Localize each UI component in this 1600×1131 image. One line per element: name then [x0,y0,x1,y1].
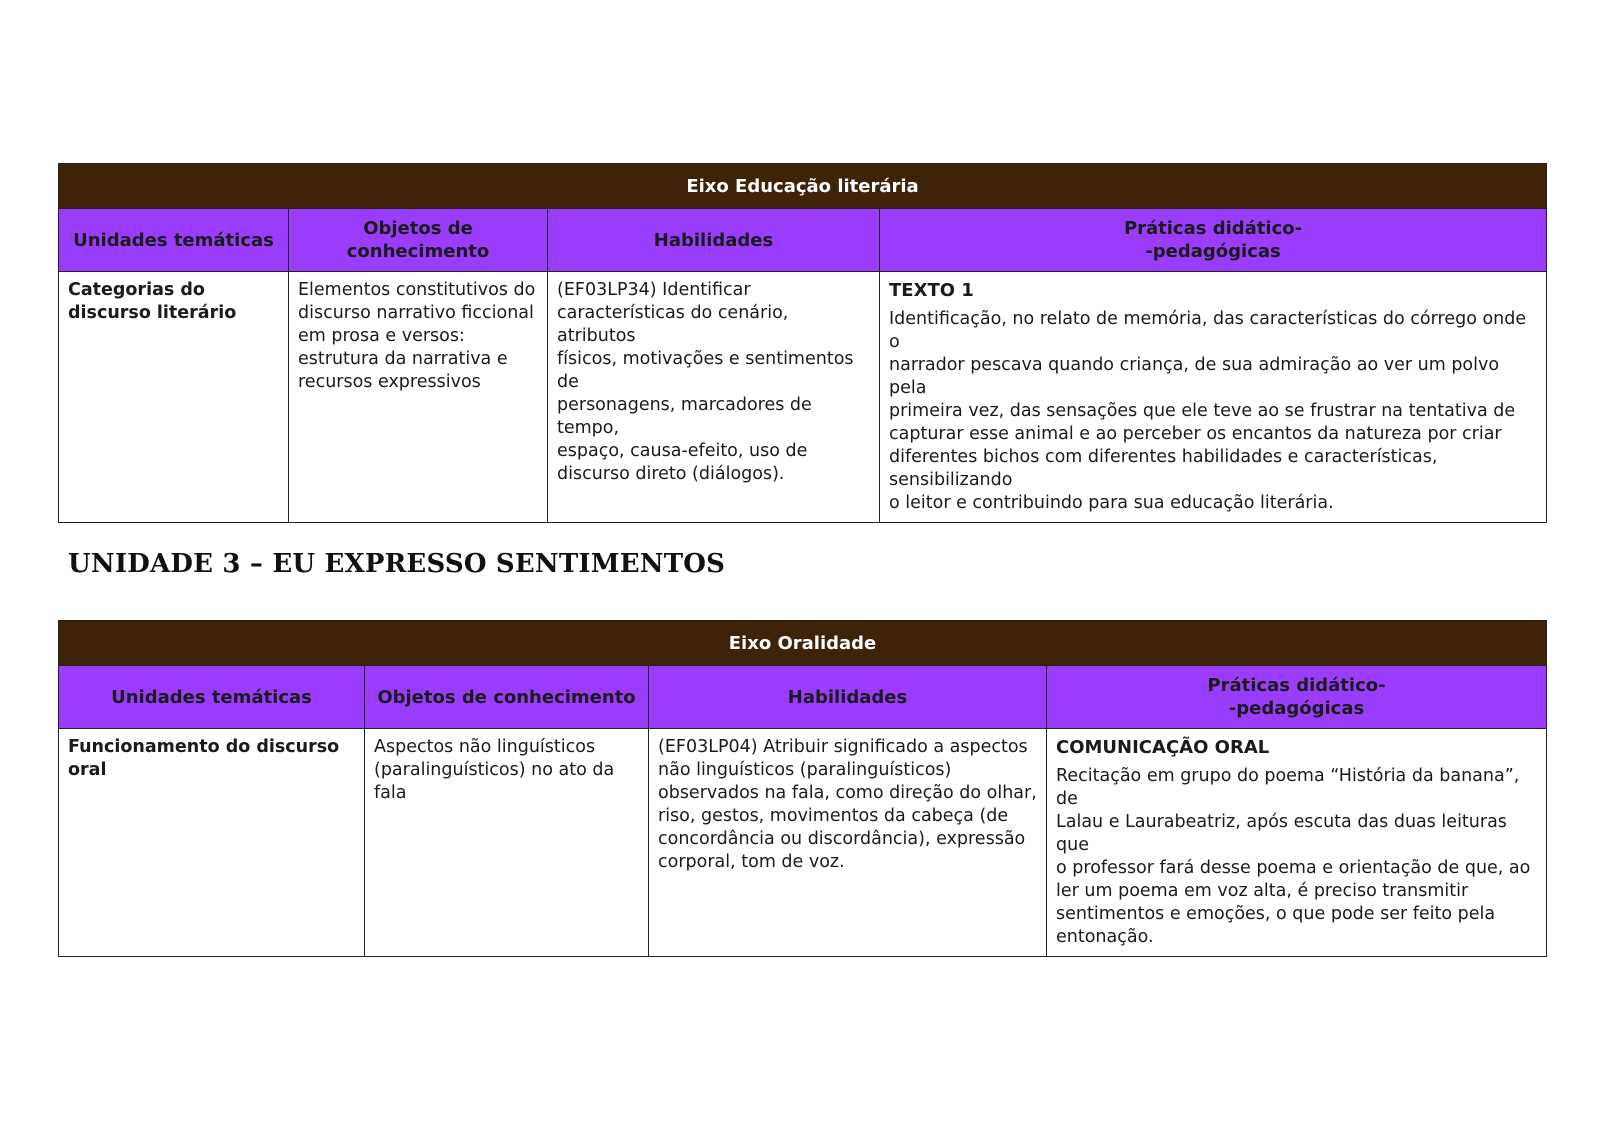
praticas-text: Identificação, no relato de memória, das características do córrego onde o narrador pescava quando criança, de sua admiração ao ver um polvo pela primeira vez, das sensações que ele teve ao se frustrar na tentativa de capturar esse animal e ao perceber os encantos da natureza por criar diferentes bichos com diferentes habilidades e características, sensibilizando o leitor e contribuindo para sua educação literária. [889,309,1527,513]
eixo-title: Eixo Educação literária [59,164,1547,209]
eixo-title: Eixo Oralidade [59,621,1547,666]
table-oralidade-block [58,620,1546,957]
table-educacao-literaria [58,163,1547,523]
cell-objetos-de-conhecimento: Aspectos não linguísticos (paralinguísticos) no ato da fala [365,729,649,957]
table-row [59,272,1547,523]
header-praticas-didatico-pedagogicas: Práticas didático- -pedagógicas [880,209,1547,272]
header-praticas-didatico-pedagogicas: Práticas didático- -pedagógicas [1047,666,1547,729]
header-habilidades: Habilidades [548,209,880,272]
cell-habilidades: (EF03LP34) Identificar características do cenário, atributos físicos, motivações e sentimentos de personagens, marcadores de tempo, espaço, causa-efeito, uso de discurso direto (diálogos). [548,272,880,523]
praticas-title: COMUNICAÇÃO ORAL [1056,737,1270,758]
table-educacao-literaria-block [58,163,1546,523]
praticas-text: Recitação em grupo do poema “História da banana”, de Lalau e Laurabeatriz, após escuta das duas leituras que o professor fará desse poema e orientação de que, ao ler um poema em voz alta, é preciso transmitir sentimentos e emoções, o que pode ser feito pela entonação. [1056,766,1531,947]
cell-praticas [1047,729,1547,957]
cell-habilidades: (EF03LP04) Atribuir significado a aspectos não linguísticos (paralinguísticos) observados na fala, como direção do olhar, riso, gestos, movimentos da cabeça (de concordância ou discordância), expressão corporal, tom de voz. [649,729,1047,957]
header-unidades-tematicas: Unidades temáticas [59,209,289,272]
header-objetos-de-conhecimento: Objetos de conhecimento [365,666,649,729]
table-row [59,729,1547,957]
cell-praticas [880,272,1547,523]
header-unidades-tematicas: Unidades temáticas [59,666,365,729]
unit-heading: UNIDADE 3 – EU EXPRESSO SENTIMENTOS [68,549,726,579]
cell-objetos-de-conhecimento: Elementos constitutivos do discurso narrativo ficcional em prosa e versos: estrutura da narrativa e recursos expressivos [289,272,548,523]
header-objetos-de-conhecimento: Objetos de conhecimento [289,209,548,272]
praticas-title: TEXTO 1 [889,280,974,301]
header-habilidades: Habilidades [649,666,1047,729]
table-oralidade [58,620,1547,957]
cell-unidade-tematica: Funcionamento do discurso oral [59,729,365,957]
cell-unidade-tematica: Categorias do discurso literário [59,272,289,523]
